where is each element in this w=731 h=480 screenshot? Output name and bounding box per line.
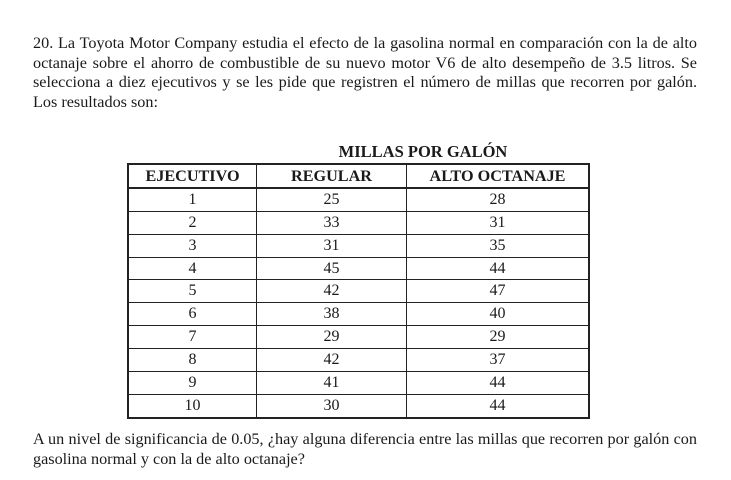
cell-ejecutivo: 5 <box>128 280 257 303</box>
column-header-regular: REGULAR <box>257 164 407 188</box>
cell-ejecutivo: 9 <box>128 372 257 395</box>
cell-alto-octanaje: 44 <box>407 372 590 395</box>
cell-ejecutivo: 2 <box>128 211 257 234</box>
cell-regular: 42 <box>257 349 407 372</box>
table-row <box>128 326 589 349</box>
cell-alto-octanaje: 44 <box>407 394 590 417</box>
table-row <box>128 234 589 257</box>
cell-ejecutivo: 7 <box>128 326 257 349</box>
cell-regular: 31 <box>257 234 407 257</box>
cell-regular: 30 <box>257 394 407 417</box>
cell-ejecutivo: 8 <box>128 349 257 372</box>
table-header-row <box>128 164 589 188</box>
cell-regular: 45 <box>257 257 407 280</box>
cell-ejecutivo: 6 <box>128 303 257 326</box>
cell-regular: 29 <box>257 326 407 349</box>
cell-regular: 41 <box>257 372 407 395</box>
cell-ejecutivo: 3 <box>128 234 257 257</box>
table-row <box>128 188 589 211</box>
cell-regular: 25 <box>257 188 407 211</box>
cell-ejecutivo: 1 <box>128 188 257 211</box>
column-header-ejecutivo: EJECUTIVO <box>128 164 257 188</box>
table-row <box>128 303 589 326</box>
cell-alto-octanaje: 40 <box>407 303 590 326</box>
cell-alto-octanaje: 47 <box>407 280 590 303</box>
table-row <box>128 394 589 417</box>
cell-regular: 42 <box>257 280 407 303</box>
cell-regular: 33 <box>257 211 407 234</box>
column-header-alto-octanaje: ALTO OCTANAJE <box>407 164 590 188</box>
table-row <box>128 372 589 395</box>
table-row <box>128 211 589 234</box>
cell-alto-octanaje: 28 <box>407 188 590 211</box>
cell-alto-octanaje: 29 <box>407 326 590 349</box>
question-text: A un nivel de significancia de 0.05, ¿hay alguna diferencia entre las millas que recorren por galón con gasolina normal y con la de alto octanaje? <box>33 430 697 468</box>
cell-alto-octanaje: 44 <box>407 257 590 280</box>
table-row <box>128 280 589 303</box>
cell-ejecutivo: 4 <box>128 257 257 280</box>
mileage-table <box>127 163 590 419</box>
table-row <box>128 349 589 372</box>
cell-alto-octanaje: 31 <box>407 211 590 234</box>
cell-alto-octanaje: 37 <box>407 349 590 372</box>
table-title: MILLAS POR GALÓN <box>338 142 508 161</box>
cell-ejecutivo: 10 <box>128 394 257 417</box>
table-row <box>128 257 589 280</box>
problem-statement: 20. La Toyota Motor Company estudia el efecto de la gasolina normal en comparación con la de alto octanaje sobre el ahorro de combustible de su nuevo motor V6 de alto desempeño de 3.5 litros. Se selecciona a diez ejecutivos y se les pide que registren el número de millas que recorren por galón. Los resultados son: <box>33 34 697 111</box>
cell-alto-octanaje: 35 <box>407 234 590 257</box>
cell-regular: 38 <box>257 303 407 326</box>
